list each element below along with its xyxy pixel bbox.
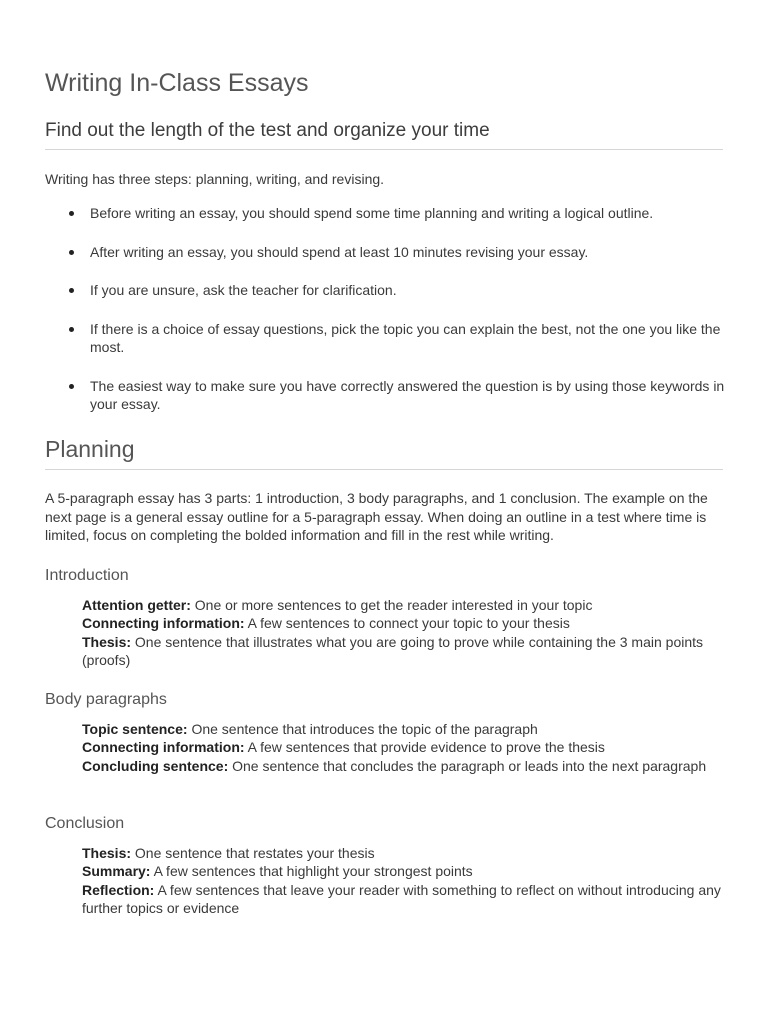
- definition-term: Summary:: [82, 863, 151, 880]
- bullet-icon: [69, 288, 74, 293]
- definition-row: [82, 633, 722, 670]
- definition-text: One sentence that illustrates what you are going to prove while containing the 3 main points (proofs): [82, 633, 704, 668]
- introduction-definitions: [82, 596, 722, 669]
- planning-heading: Planning: [45, 436, 135, 462]
- introduction-heading: Introduction: [45, 567, 129, 584]
- body-definitions: [82, 720, 722, 775]
- body-paragraphs-heading: Body paragraphs: [45, 691, 167, 708]
- definition-row: [82, 862, 722, 880]
- section-divider: [45, 149, 723, 150]
- list-item: [45, 377, 725, 414]
- definition-row: [82, 720, 722, 738]
- page-title: Writing In-Class Essays: [45, 69, 309, 97]
- definition-text: One sentence that introduces the topic of the paragraph: [191, 721, 538, 737]
- planning-paragraph: A 5-paragraph essay has 3 parts: 1 introduction, 3 body paragraphs, and 1 conclusion. The example on the next page is a general essay outline for a 5-paragraph essay. When doing an outline in a test where time is limited, focus on completing the bolded information and fill in the rest while writing.: [45, 490, 708, 543]
- list-item-text: Before writing an essay, you should spend some time planning and writing a logical outline.: [90, 205, 654, 221]
- definition-text: One sentence that restates your thesis: [134, 845, 375, 861]
- tips-list: [45, 204, 725, 434]
- bullet-icon: [69, 384, 74, 389]
- definition-term: Topic sentence:: [82, 721, 188, 737]
- definition-row: [82, 881, 722, 918]
- definition-term: Concluding sentence:: [82, 757, 229, 774]
- definition-term: Connecting information:: [82, 739, 245, 756]
- definition-row: [82, 738, 722, 756]
- definition-row: [82, 757, 722, 775]
- section-divider: [45, 469, 723, 470]
- list-item-text: After writing an essay, you should spend at least 10 minutes revising your essay.: [90, 243, 589, 260]
- list-item-text: If there is a choice of essay questions, pick the topic you can explain the best, not the one you like the most.: [90, 320, 721, 355]
- definition-text: One or more sentences to get the reader interested in your topic: [194, 597, 593, 613]
- definition-row: [82, 614, 722, 632]
- bullet-icon: [69, 250, 74, 255]
- conclusion-heading: Conclusion: [45, 815, 125, 832]
- definition-term: Thesis:: [82, 633, 132, 650]
- definition-text: A few sentences that leave your reader with something to reflect on without introducing any further topics or evidence: [82, 881, 721, 916]
- list-item-text: The easiest way to make sure you have correctly answered the question is by using those keywords in your essay.: [90, 377, 725, 412]
- list-item-text: If you are unsure, ask the teacher for clarification.: [90, 282, 397, 298]
- intro-paragraph: Writing has three steps: planning, writing, and revising.: [45, 171, 385, 187]
- definition-term: Thesis:: [82, 845, 132, 861]
- bullet-icon: [69, 327, 74, 332]
- section-heading-time: Find out the length of the test and organize your time: [45, 120, 490, 141]
- list-item: [45, 281, 725, 300]
- list-item: [45, 320, 725, 357]
- definition-text: One sentence that concludes the paragraph or leads into the next paragraph: [232, 757, 707, 774]
- definition-term: Connecting information:: [82, 615, 245, 632]
- bullet-icon: [69, 211, 74, 216]
- definition-text: A few sentences that highlight your strongest points: [153, 863, 473, 880]
- definition-text: A few sentences that provide evidence to prove the thesis: [247, 739, 605, 756]
- definition-text: A few sentences to connect your topic to your thesis: [247, 615, 570, 632]
- definition-row: [82, 844, 722, 862]
- list-item: [45, 204, 725, 223]
- definition-term: Reflection:: [82, 881, 155, 898]
- list-item: [45, 243, 725, 262]
- conclusion-definitions: [82, 844, 722, 917]
- definition-row: [82, 596, 722, 614]
- definition-term: Attention getter:: [82, 597, 191, 613]
